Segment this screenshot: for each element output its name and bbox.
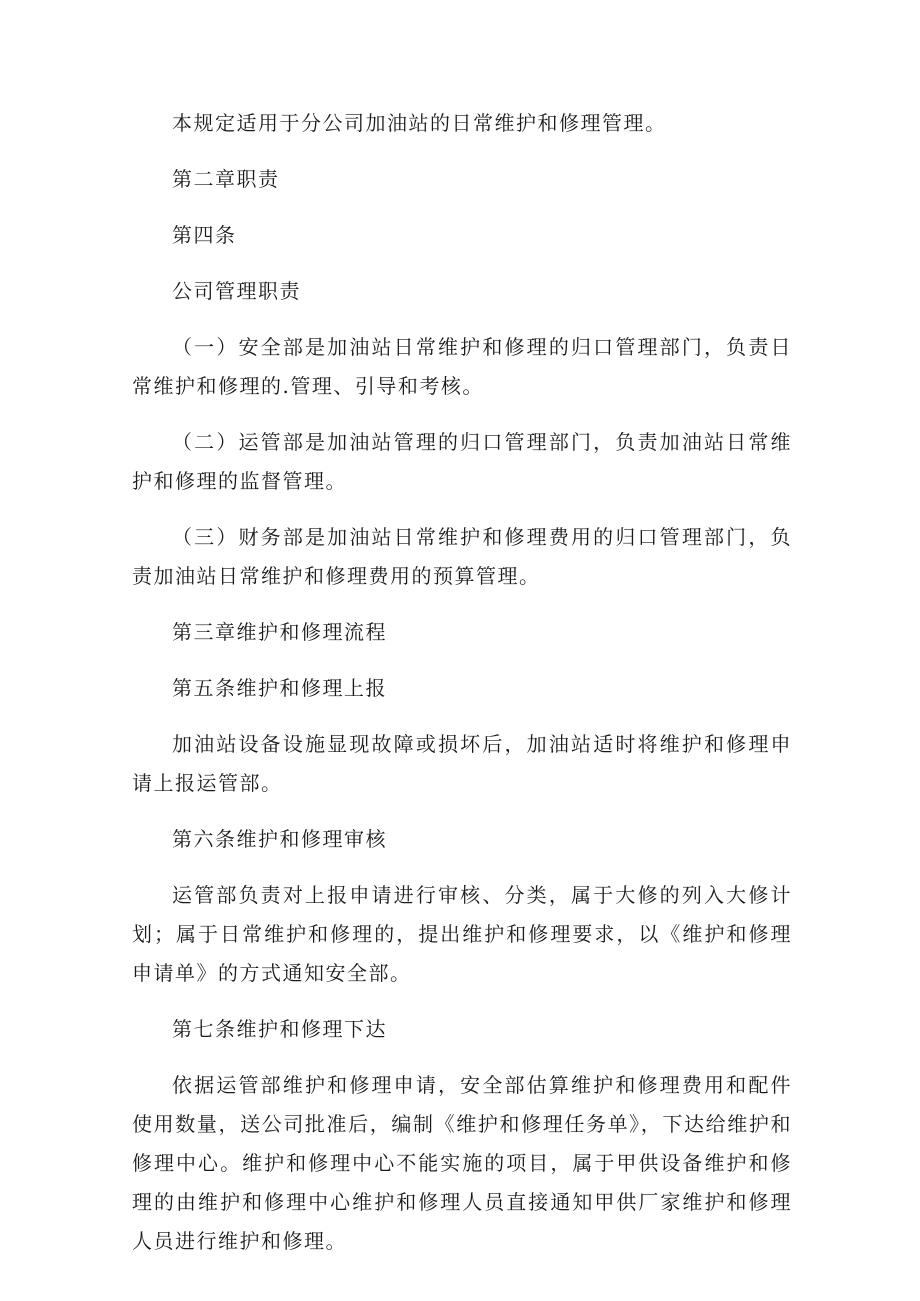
paragraph-safety-dept: （一）安全部是加油站日常维护和修理的归口管理部门，负责日常维护和修理的.管理、引导和考核。 [132, 335, 792, 398]
chapter-heading-process: 第三章维护和修理流程 [172, 620, 387, 644]
paragraph-operations-dept: （二）运管部是加油站管理的归口管理部门，负责加油站日常维护和修理的监督管理。 [132, 430, 792, 493]
document-page [132, 104, 792, 1278]
chapter-heading-responsibilities: 第二章职责 [172, 167, 280, 191]
section-heading-company-duties: 公司管理职责 [172, 279, 301, 303]
paragraph-dispatch: 依据运管部维护和修理申请，安全部估算维护和修理费用和配件使用数量，送公司批准后，编制《维护和修理任务单》，下达给维护和修理中心。维护和修理中心不能实施的项目，属于甲供设备维护和修理的由维护和修理中心维护和修理人员直接通知甲供厂家维护和修理人员进行维护和修理。 [132, 1073, 792, 1253]
paragraph-reporting: 加油站设备设施显现故障或损坏后，加油站适时将维护和修理申请上报运管部。 [132, 732, 792, 795]
article-heading-4: 第四条 [172, 223, 237, 247]
paragraph-scope: 本规定适用于分公司加油站的日常维护和修理管理。 [172, 111, 667, 135]
paragraph-review: 运管部负责对上报申请进行审核、分类，属于大修的列入大修计划；属于日常维护和修理的，提出维护和修理要求，以《维护和修理申请单》的方式通知安全部。 [132, 883, 792, 985]
article-heading-7: 第七条维护和修理下达 [172, 1017, 387, 1041]
article-heading-6: 第六条维护和修理审核 [172, 827, 387, 851]
paragraph-finance-dept: （三）财务部是加油站日常维护和修理费用的归口管理部门，负责加油站日常维护和修理费用的预算管理。 [132, 525, 792, 588]
article-heading-5: 第五条维护和修理上报 [172, 676, 387, 700]
